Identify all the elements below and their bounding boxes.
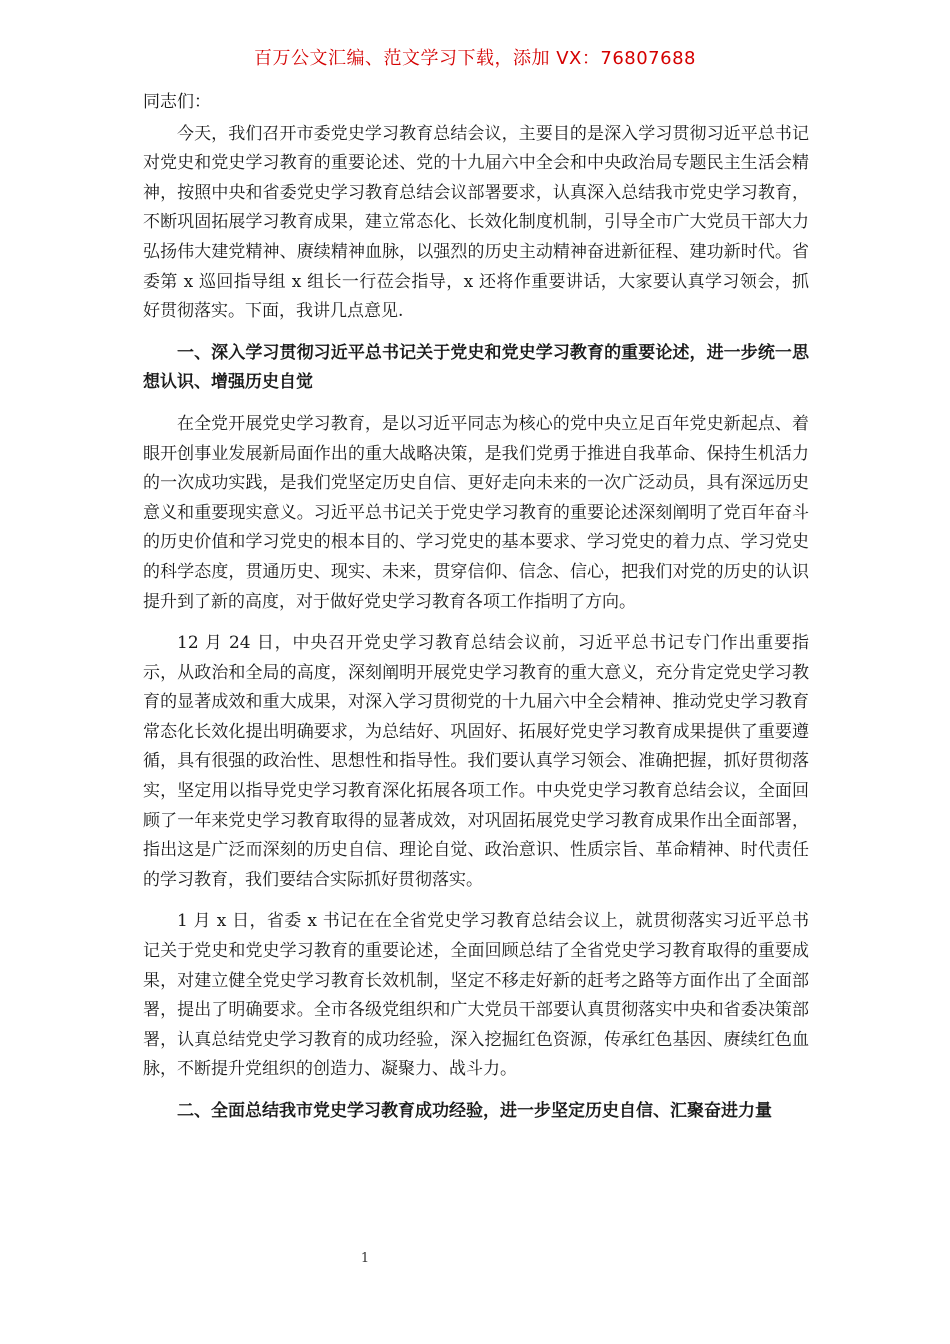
page-number: 1 [360, 1251, 370, 1266]
paragraph-section1-c: 1 月 x 日，省委 x 书记在在全省党史学习教育总结会议上，就贯彻落实习近平总书记关于党史和党史学习教育的重要论述，全面回顾总结了全省党史学习教育取得的重要成果，对建立健全党史学习教育长效机制，坚定不移走好新的赶考之路等方面作出了全面部署，提出了明确要求。全市各级党组织和广大党员干部要认真贯彻落实中央和省委决策部署，认真总结党史学习教育的成功经验，深入挖掘红色资源，传承红色基因、赓续红色血脉，不断提升党组织的创造力、凝聚力、战斗力。 [143, 911, 809, 1080]
paragraph-intro: 今天，我们召开市委党史学习教育总结会议，主要目的是深入学习贯彻习近平总书记对党史和党史学习教育的重要论述、党的十九届六中全会和中央政治局专题民主生活会精神，按照中央和省委党史学习教育总结会议部署要求，认真深入总结我市党史学习教育，不断巩固拓展学习教育成果，建立常态化、长效化制度机制，引导全市广大党员干部大力弘扬伟大建党精神、赓续精神血脉，以强烈的历史主动精神奋进新征程、建功新时代。省委第 x 巡回指导组 x 组长一行莅会指导，x 还将作重要讲话，大家要认真学习领会，抓好贯彻落实。下面，我讲几点意见. [143, 123, 809, 322]
section-heading-2: 二、全面总结我市党史学习教育成功经验，进一步坚定历史自信、汇聚奋进力量 [177, 1101, 772, 1121]
paragraph-section1-b: 12 月 24 日，中央召开党史学习教育总结会议前，习近平总书记专门作出重要指示，从政治和全局的高度，深刻阐明开展党史学习教育的重大意义，充分肯定党史学习教育的显著成效和重大成果，对深入学习贯彻党的十九届六中全会精神、推动党史学习教育常态化长效化提出明确要求，为总结好、巩固好、拓展好党史学习教育成果提供了重要遵循，具有很强的政治性、思想性和指导性。我们要认真学习领会、准确把握，抓好贯彻落实，坚定用以指导党史学习教育深化拓展各项工作。中央党史学习教育总结会议，全面回顾了一年来党史学习教育取得的显著成效，对巩固拓展党史学习教育成果作出全面部署，指出这是广泛而深刻的历史自信、理论自觉、政治意识、性质宗旨、革命精神、时代责任的学习教育，我们要结合实际抓好贯彻落实。 [143, 633, 809, 890]
section-heading-1: 一、深入学习贯彻习近平总书记关于党史和党史学习教育的重要论述，进一步统一思想认识、增强历史自觉 [143, 342, 809, 393]
paragraph-section1-a: 在全党开展党史学习教育，是以习近平同志为核心的党中央立足百年党史新起点、着眼开创事业发展新局面作出的重大战略决策，是我们党勇于推进自我革命、保持生机活力的一次成功实践，是我们党坚定历史自信、更好走向未来的一次广泛动员，具有深远历史意义和重要现实意义。习近平总书记关于党史学习教育的重要论述深刻阐明了党百年奋斗的历史价值和学习党史的根本目的、学习党史的基本要求、学习党史的着力点、学习党史的科学态度，贯通历史、现实、未来，贯穿信仰、信念、信心，把我们对党的历史的认识提升到了新的高度，对于做好党史学习教育各项工作指明了方向。 [143, 413, 809, 612]
greeting: 同志们： [143, 92, 211, 112]
download-banner: 百万公文汇编、范文学习下载，添加 VX：76807688 [254, 48, 696, 69]
document-body [143, 88, 809, 1127]
